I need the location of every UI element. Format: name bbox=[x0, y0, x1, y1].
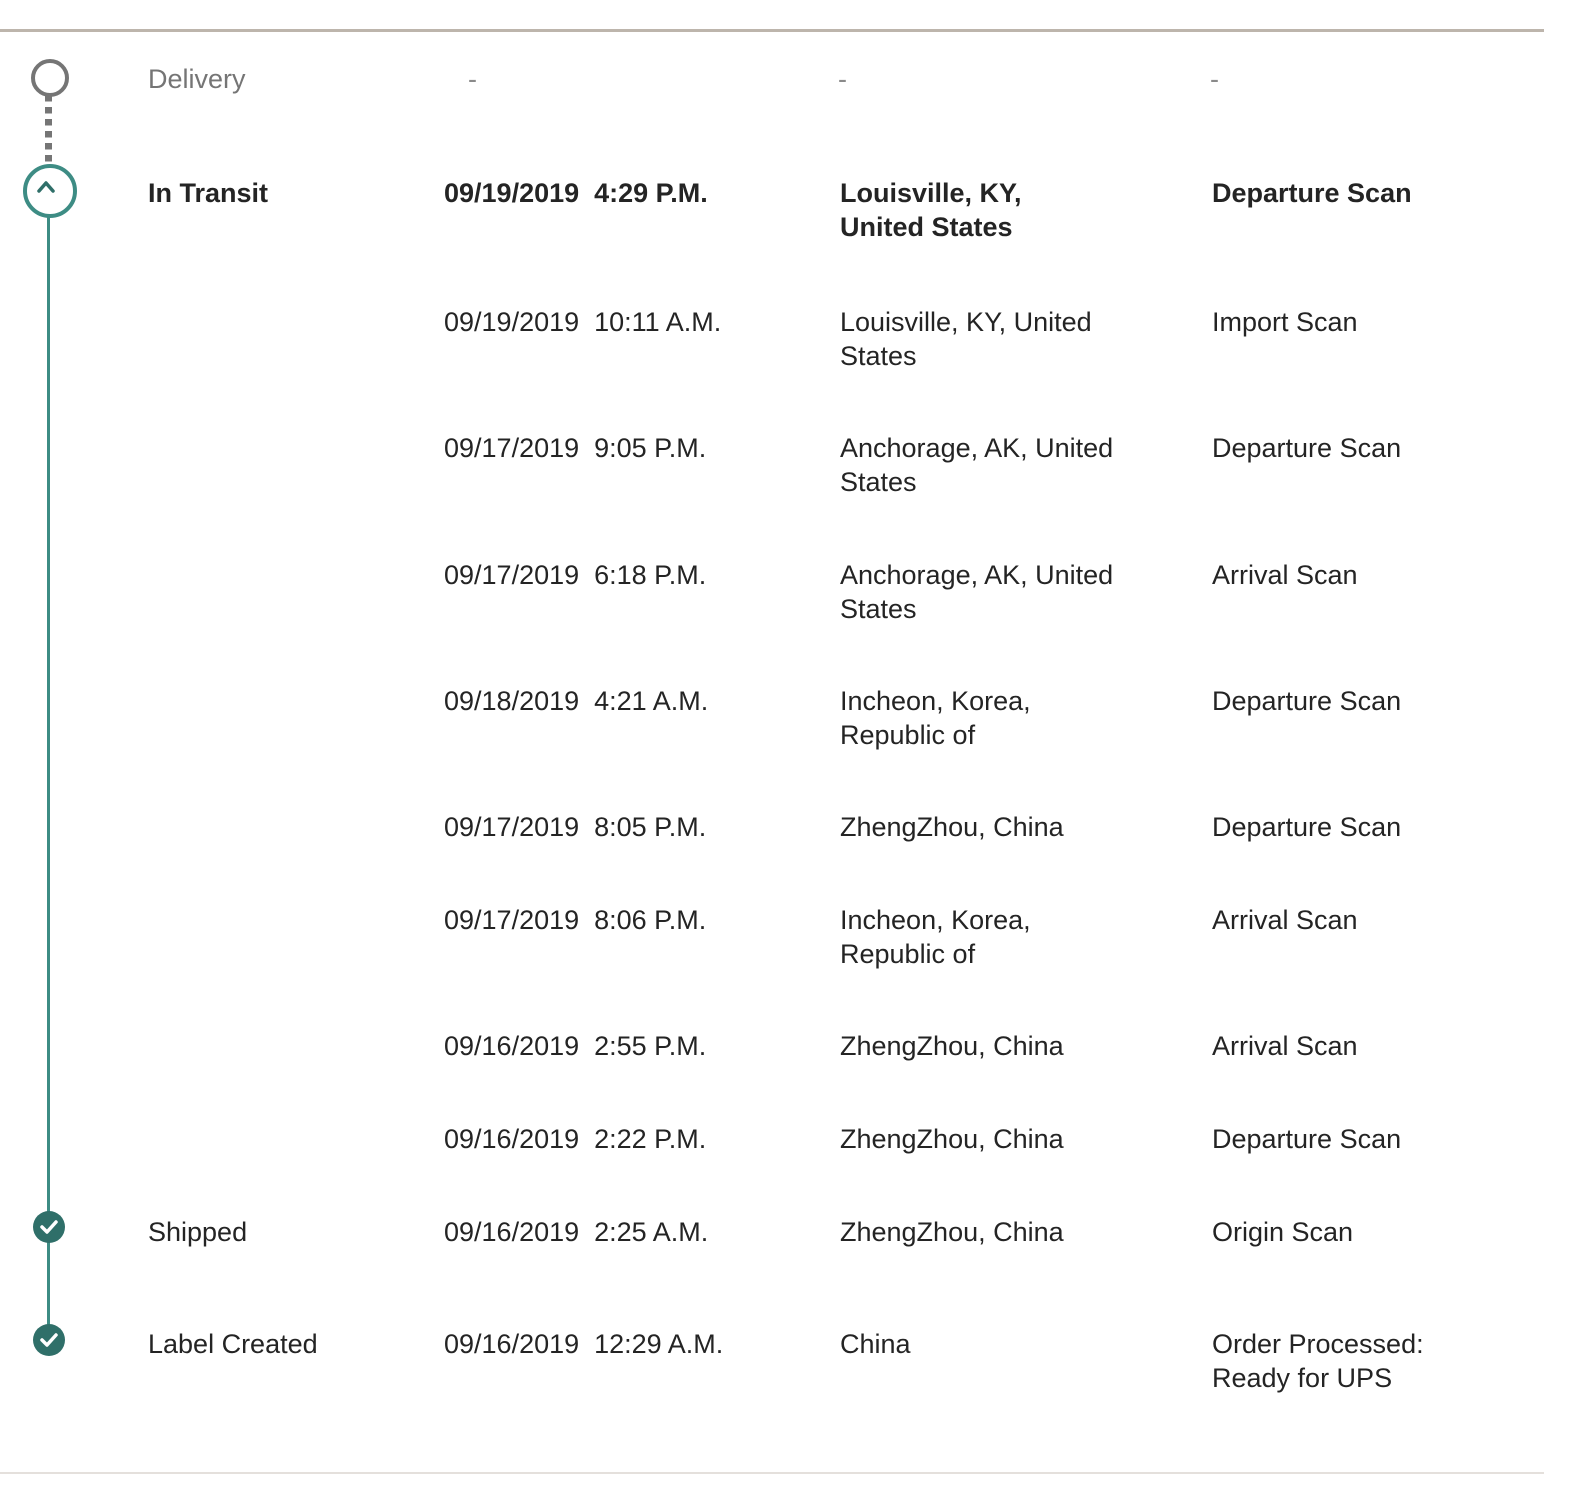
table-row bbox=[0, 1122, 1560, 1156]
event-activity: Departure Scan bbox=[1212, 1124, 1402, 1154]
table-row bbox=[0, 558, 1560, 624]
milestone-location: Louisville, KY, United States bbox=[840, 178, 1022, 242]
table-row bbox=[0, 684, 1560, 750]
milestone-datetime: 09/16/2019 12:29 A.M. bbox=[444, 1329, 724, 1359]
milestone-location: ZhengZhou, China bbox=[840, 1217, 1064, 1247]
milestone-row-label-created bbox=[0, 1327, 1560, 1393]
table-row bbox=[0, 1029, 1560, 1063]
event-activity: Arrival Scan bbox=[1212, 905, 1358, 935]
milestone-row-shipped bbox=[0, 1215, 1560, 1249]
milestone-row-in-transit bbox=[0, 176, 1560, 242]
table-row bbox=[0, 810, 1560, 844]
milestone-status: In Transit bbox=[148, 178, 269, 208]
event-datetime: 09/19/2019 10:11 A.M. bbox=[444, 307, 722, 337]
milestone-status: Shipped bbox=[148, 1217, 248, 1247]
milestone-location: - bbox=[838, 64, 847, 94]
milestone-status: Label Created bbox=[148, 1329, 318, 1359]
event-activity: Arrival Scan bbox=[1212, 560, 1358, 590]
table-row bbox=[0, 431, 1560, 497]
event-datetime: 09/16/2019 2:22 P.M. bbox=[444, 1124, 707, 1154]
event-datetime: 09/17/2019 9:05 P.M. bbox=[444, 433, 707, 463]
event-datetime: 09/18/2019 4:21 A.M. bbox=[444, 686, 709, 716]
milestone-location: China bbox=[840, 1329, 911, 1359]
event-location: Anchorage, AK, United States bbox=[840, 433, 1114, 497]
milestone-datetime: 09/19/2019 4:29 P.M. bbox=[444, 178, 708, 208]
table-row bbox=[0, 903, 1560, 969]
event-activity: Departure Scan bbox=[1212, 686, 1402, 716]
table-row bbox=[0, 305, 1560, 371]
bottom-divider bbox=[0, 1472, 1544, 1474]
timeline-completed-segment bbox=[47, 212, 50, 1340]
event-location: Incheon, Korea, Republic of bbox=[840, 686, 1031, 750]
event-datetime: 09/16/2019 2:55 P.M. bbox=[444, 1031, 707, 1061]
event-activity: Import Scan bbox=[1212, 307, 1358, 337]
milestone-datetime: 09/16/2019 2:25 A.M. bbox=[444, 1217, 709, 1247]
milestone-row-delivery bbox=[0, 62, 1560, 96]
event-activity: Departure Scan bbox=[1212, 433, 1402, 463]
event-location: Anchorage, AK, United States bbox=[840, 560, 1114, 624]
event-datetime: 09/17/2019 6:18 P.M. bbox=[444, 560, 707, 590]
timeline-pending-segment bbox=[45, 95, 52, 165]
event-datetime: 09/17/2019 8:05 P.M. bbox=[444, 812, 707, 842]
event-location: ZhengZhou, China bbox=[840, 1124, 1064, 1154]
event-activity: Arrival Scan bbox=[1212, 1031, 1358, 1061]
milestone-activity: - bbox=[1210, 64, 1219, 94]
milestone-activity: Order Processed: Ready for UPS bbox=[1212, 1329, 1424, 1393]
event-location: ZhengZhou, China bbox=[840, 1031, 1064, 1061]
event-location: Incheon, Korea, Republic of bbox=[840, 905, 1031, 969]
event-location: Louisville, KY, United States bbox=[840, 307, 1092, 371]
milestone-activity: Origin Scan bbox=[1212, 1217, 1354, 1247]
event-datetime: 09/17/2019 8:06 P.M. bbox=[444, 905, 707, 935]
milestone-status: Delivery bbox=[148, 64, 246, 94]
event-location: ZhengZhou, China bbox=[840, 812, 1064, 842]
milestone-activity: Departure Scan bbox=[1212, 178, 1412, 208]
event-activity: Departure Scan bbox=[1212, 812, 1402, 842]
milestone-datetime: - bbox=[468, 64, 477, 94]
top-divider bbox=[0, 29, 1544, 32]
